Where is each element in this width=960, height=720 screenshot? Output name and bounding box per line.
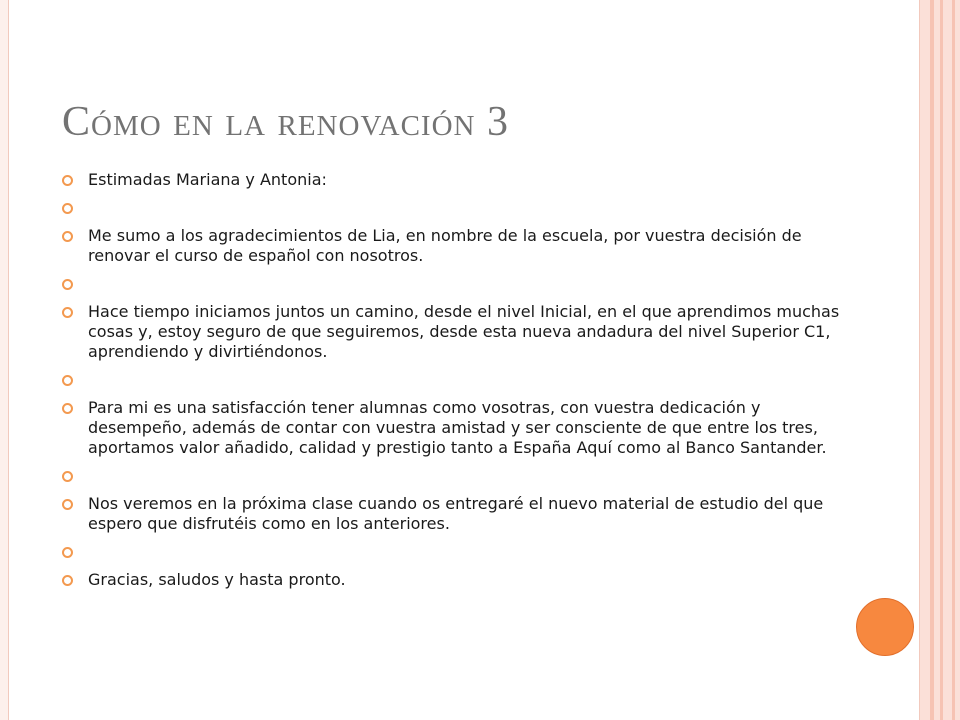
bullet-item <box>62 494 842 534</box>
bullet-text: Estimadas Mariana y Antonia: <box>88 170 327 189</box>
bullet-item <box>62 542 842 562</box>
bullet-item <box>62 198 842 218</box>
bullet-text: Hace tiempo iniciamos juntos un camino, desde el nivel Inicial, en el que aprendimos muchas cosas y, estoy seguro de que seguiremos, desde esta nueva andadura del nivel Superior C1, aprendiendo y divirtiéndonos. <box>88 302 840 361</box>
bullet-text: Para mi es una satisfacción tener alumnas como vosotras, con vuestra dedicación y desempeño, además de contar con vuestra amistad y ser consciente de que entre los tres, aportamos valor añadido, calidad y prestigio tanto a España Aquí como al Banco Santander. <box>88 398 827 457</box>
bullet-item <box>62 570 842 590</box>
bullet-item <box>62 302 842 362</box>
bullet-circle-icon <box>62 203 73 214</box>
bullet-item <box>62 170 842 190</box>
bullet-list <box>62 170 842 598</box>
bullet-circle-icon <box>62 279 73 290</box>
slide-title: Cómo en la renovación 3 <box>62 99 509 145</box>
stripe-decoration <box>943 0 952 720</box>
stripe-decoration <box>955 0 960 720</box>
bullet-circle-icon <box>62 547 73 558</box>
bullet-text: Me sumo a los agradecimientos de Lia, en nombre de la escuela, por vuestra decisión de renovar el curso de español con nosotros. <box>88 226 802 265</box>
bullet-circle-icon <box>62 471 73 482</box>
bullet-circle-icon <box>62 175 73 186</box>
bullet-circle-icon <box>62 307 73 318</box>
bullet-item <box>62 226 842 266</box>
bullet-circle-icon <box>62 403 73 414</box>
bullet-circle-icon <box>62 231 73 242</box>
bullet-text: Gracias, saludos y hasta pronto. <box>88 570 346 589</box>
bullet-item <box>62 274 842 294</box>
bullet-text: Nos veremos en la próxima clase cuando os entregaré el nuevo material de estudio del que espero que disfrutéis como en los anteriores. <box>88 494 824 533</box>
bullet-circle-icon <box>62 575 73 586</box>
stripe-decoration <box>920 0 930 720</box>
bullet-item <box>62 370 842 390</box>
bullet-circle-icon <box>62 499 73 510</box>
bullet-item <box>62 466 842 486</box>
bullet-item <box>62 398 842 458</box>
bullet-circle-icon <box>62 375 73 386</box>
orange-circle-decoration <box>856 598 914 656</box>
stripe-decoration <box>0 0 8 720</box>
